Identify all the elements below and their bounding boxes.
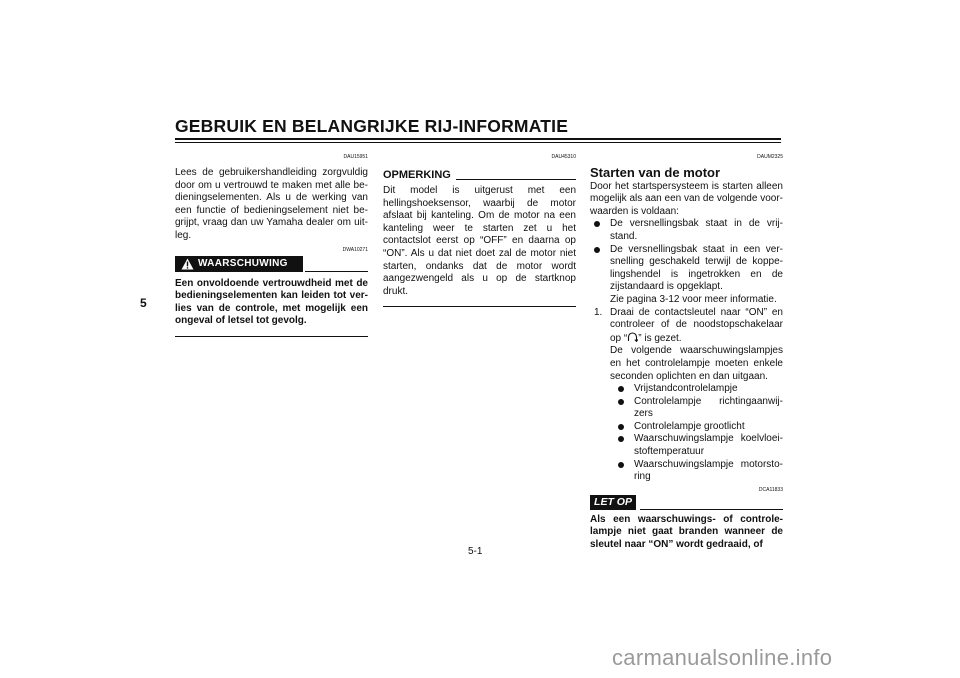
caution-badge: LET OP	[590, 495, 636, 510]
section-intro: Door het startspersysteem is starten alleen mogelijk als aan een van de volgende voorwaarden is voldaan:	[590, 180, 783, 217]
bullet-icon	[618, 399, 624, 405]
bullet-icon	[594, 221, 600, 227]
warning-label: WAARSCHUWING	[198, 257, 288, 269]
bullet-icon	[618, 386, 624, 392]
column-middle	[383, 154, 576, 307]
note-end-rule	[383, 306, 576, 307]
title-rule-thin	[175, 142, 781, 143]
list-item: Vrijstandcontrolelampje	[610, 383, 783, 396]
caution-rule	[640, 509, 783, 510]
note-text: Dit model is uitgerust met een hellingshoeksensor, waarbij de motor afslaat bij kanteling. Om de motor na een kanteling weer te starten zet u het contactslot eerst op “OFF” en daarna op “ON”. Als u dat niet doet zal de motor niet starten, ondanks dat de motor wordt aangezwengeld als u op de startknop drukt.	[383, 185, 576, 297]
warning-rule	[305, 271, 368, 272]
list-item: Controlelampje richtingaanwijzers	[610, 396, 783, 421]
ref-code: DWA10271	[342, 246, 368, 253]
note-rule	[456, 179, 576, 180]
page-number: 5-1	[468, 546, 483, 557]
warning-end-rule	[175, 336, 368, 337]
page-title: GEBRUIK EN BELANGRIJKE RIJ-INFORMATIE	[175, 116, 569, 136]
list-item: De versnellingsbak staat in een versnelling geschakeld terwijl de koppelingshendel is ingetrokken en de zijstandaard is opgeklapt.	[590, 244, 783, 294]
lamp-list	[590, 383, 783, 484]
ref-code: DAUM2325	[757, 154, 783, 160]
step-item: 1. Draai de contactsleutel naar “ON” en controleer of de noodstopschakelaar op “ ” is gezet. De volgende waarschuwingslampjes en het controlelampje moeten enkele seconden oplichten en dan uitgaan.	[594, 306, 783, 382]
title-rule	[175, 138, 781, 140]
list-item: Waarschuwingslampje motorstoring	[610, 459, 783, 484]
list-item: Waarschuwingslampje koelvloeistoftemperatuur	[610, 433, 783, 458]
ref-code: DAU45310	[551, 154, 576, 160]
bullet-icon	[594, 247, 600, 253]
chapter-number: 5	[140, 296, 147, 310]
note-label: OPMERKING	[383, 169, 451, 181]
bullet-icon	[618, 462, 624, 468]
ref-code: DCA11833	[758, 486, 783, 493]
warning-triangle-icon	[181, 258, 194, 270]
warning-badge	[175, 256, 303, 272]
bullet-icon	[618, 424, 624, 430]
step-detail: De volgende waarschuwingslampjes en het controlelampje moeten enkele seconden oplichten en dan uitgaan.	[610, 345, 783, 382]
section-title: Starten van de motor	[590, 165, 721, 180]
step-number: 1.	[594, 306, 603, 318]
column-left	[175, 154, 368, 337]
list-item: De versnellingsbak staat in de vrijstand.	[590, 218, 783, 243]
column-right	[590, 154, 783, 552]
warning-header	[175, 256, 368, 274]
ref-code: DAU15951	[343, 154, 368, 160]
intro-paragraph: Lees de gebruikershandleiding zorgvuldig door om u vertrouwd te maken met alle bedieningselementen. Als u de werking van een functie of bedieningselement niet begrijpt, vraag dan uw Yamaha dealer om uitleg.	[175, 167, 368, 241]
note-header	[383, 167, 576, 183]
watermark: carmanualsonline.info	[612, 645, 833, 670]
caution-header	[590, 495, 783, 511]
caution-text: Als een waarschuwings- of controlelampje niet gaat branden wanneer de sleutel naar “ON” wordt gedraaid, of	[590, 513, 783, 551]
list-item: Controlelampje grootlicht	[610, 421, 783, 434]
warning-text: Een onvoldoende vertrouwdheid met de bedieningselementen kan leiden tot verlies van de controle, met mogelijk een ongeval of letsel tot gevolg.	[175, 277, 368, 327]
bullet-icon	[618, 436, 624, 442]
run-switch-icon	[627, 332, 638, 342]
see-page-note: Zie pagina 3-12 voor meer informatie.	[610, 293, 777, 305]
